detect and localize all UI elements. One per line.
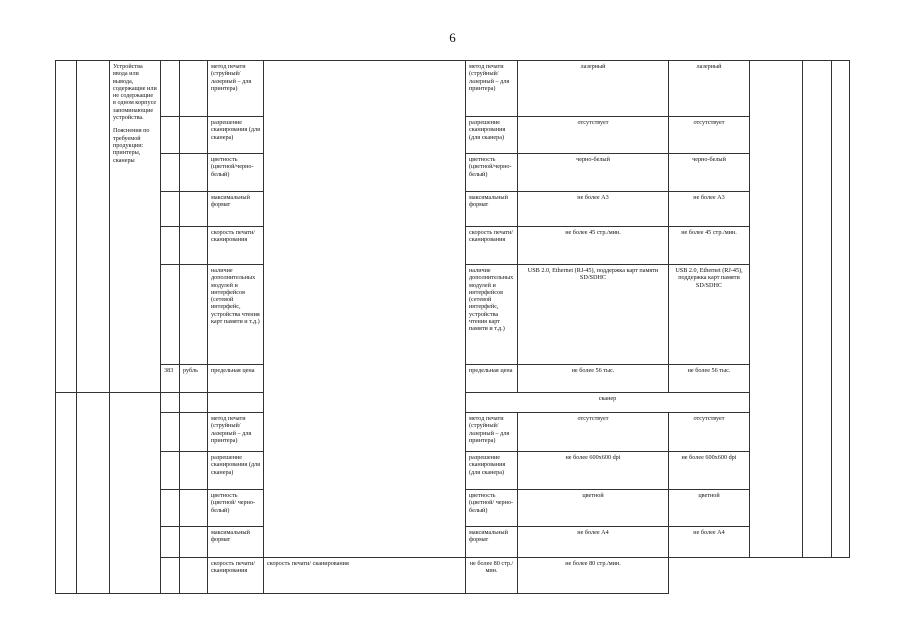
characteristic-name: метод печати (струйный/ лазерный – для принтера) (208, 61, 264, 117)
characteristic-value: не более 56 тыс. (518, 365, 669, 393)
group-cell (110, 61, 161, 393)
characteristic-name: скорость печати/ сканирования (264, 558, 466, 594)
blank-cell (264, 61, 466, 558)
characteristic-value: не более А4 (518, 527, 669, 558)
characteristic-name: предельная цена (208, 365, 264, 393)
characteristic-name: скорость печати/ сканирования (208, 558, 264, 594)
characteristic-value: отсутствует (669, 117, 750, 154)
characteristic-value: черно-белый (518, 154, 669, 192)
characteristic-value: не более 600x600 dpi (518, 452, 669, 490)
characteristic-value: отсутствует (518, 117, 669, 154)
characteristic-value: отсутствует (669, 413, 750, 452)
characteristic-name: цветность (цветной/ черно-белый) (466, 490, 518, 527)
characteristic-name: метод печати (струйный/ лазерный – для принтера) (466, 61, 518, 117)
blank-cell (56, 61, 77, 393)
characteristic-name: разрешение сканирования (для сканера) (466, 117, 518, 154)
characteristic-value: не более 56 тыс. (669, 365, 750, 393)
characteristic-value: USB 2.0, Ethernet (RJ-45), поддержка карт памяти SD/SDHC (518, 265, 669, 365)
characteristic-name: цветность (цветной/черно-белый) (466, 154, 518, 192)
group-name: Устройства ввода или вывода, содержащие или не содержащие в одном корпусе запоминающие устройства. (113, 63, 157, 122)
characteristic-value: лазерный (518, 61, 669, 117)
characteristic-value: не более 45 стр./мин. (518, 227, 669, 265)
characteristic-value: лазерный (669, 61, 750, 117)
characteristic-name: метод печати (струйный/ лазерный – для принтера) (208, 413, 264, 452)
characteristic-name: цветность (цветной/черно-белый) (208, 154, 264, 192)
page-number: 6 (449, 30, 456, 45)
characteristic-name: метод печати (струйный/ лазерный – для принтера) (466, 413, 518, 452)
characteristic-name: максимальный формат (208, 527, 264, 558)
price-unit: рубль (180, 365, 208, 393)
characteristic-value: не более А3 (518, 192, 669, 227)
group-note: Пояснения по требуемой продукции: принтеры, сканеры (113, 127, 150, 164)
characteristic-name: разрешение сканирования (для сканера) (208, 117, 264, 154)
characteristic-value: цветной (518, 490, 669, 527)
characteristic-value: отсутствует (518, 413, 669, 452)
characteristic-name: максимальный формат (208, 192, 264, 227)
characteristic-name: разрешение сканирования (для сканера) (466, 452, 518, 490)
characteristic-name: разрешение сканирования (для сканера) (208, 452, 264, 490)
spec-table (55, 60, 850, 594)
characteristic-name: наличие дополнительных модулей и интерфейсов (сетевой интерфейс, устройства чтения карт памяти и т.д.) (466, 265, 518, 365)
blank-cell (77, 61, 110, 393)
table-row (56, 558, 850, 594)
characteristic-value: черно-белый (669, 154, 750, 192)
characteristic-name: цветность (цветной/ черно-белый) (208, 490, 264, 527)
characteristic-value: не более А4 (669, 527, 750, 558)
characteristic-value: не более 80 стр./мин. (518, 558, 669, 594)
characteristic-name: максимальный формат (466, 192, 518, 227)
table-row (56, 61, 850, 117)
section-title: сканер (466, 393, 750, 413)
price-value: 383 (161, 365, 180, 393)
characteristic-value: не более 45 стр./мин. (669, 227, 750, 265)
characteristic-name: скорость печати/ сканирования (208, 227, 264, 265)
characteristic-name: предельная цена (466, 365, 518, 393)
characteristic-name: максимальный формат (466, 527, 518, 558)
characteristic-name: наличие дополнительных модулей и интерфейсов (сетевой интерфейс, устройства чтения карт памяти и т.д.) (208, 265, 264, 365)
characteristic-value: USB 2.0, Ethernet (RJ-45), поддержка карт памяти SD/SDHC (669, 265, 750, 365)
characteristic-value: не более 600x600 dpi (669, 452, 750, 490)
characteristic-value: цветной (669, 490, 750, 527)
characteristic-value: не более А3 (669, 192, 750, 227)
characteristic-name: скорость печати/ сканирования (466, 227, 518, 265)
characteristic-value: не более 80 стр./мин. (466, 558, 518, 594)
